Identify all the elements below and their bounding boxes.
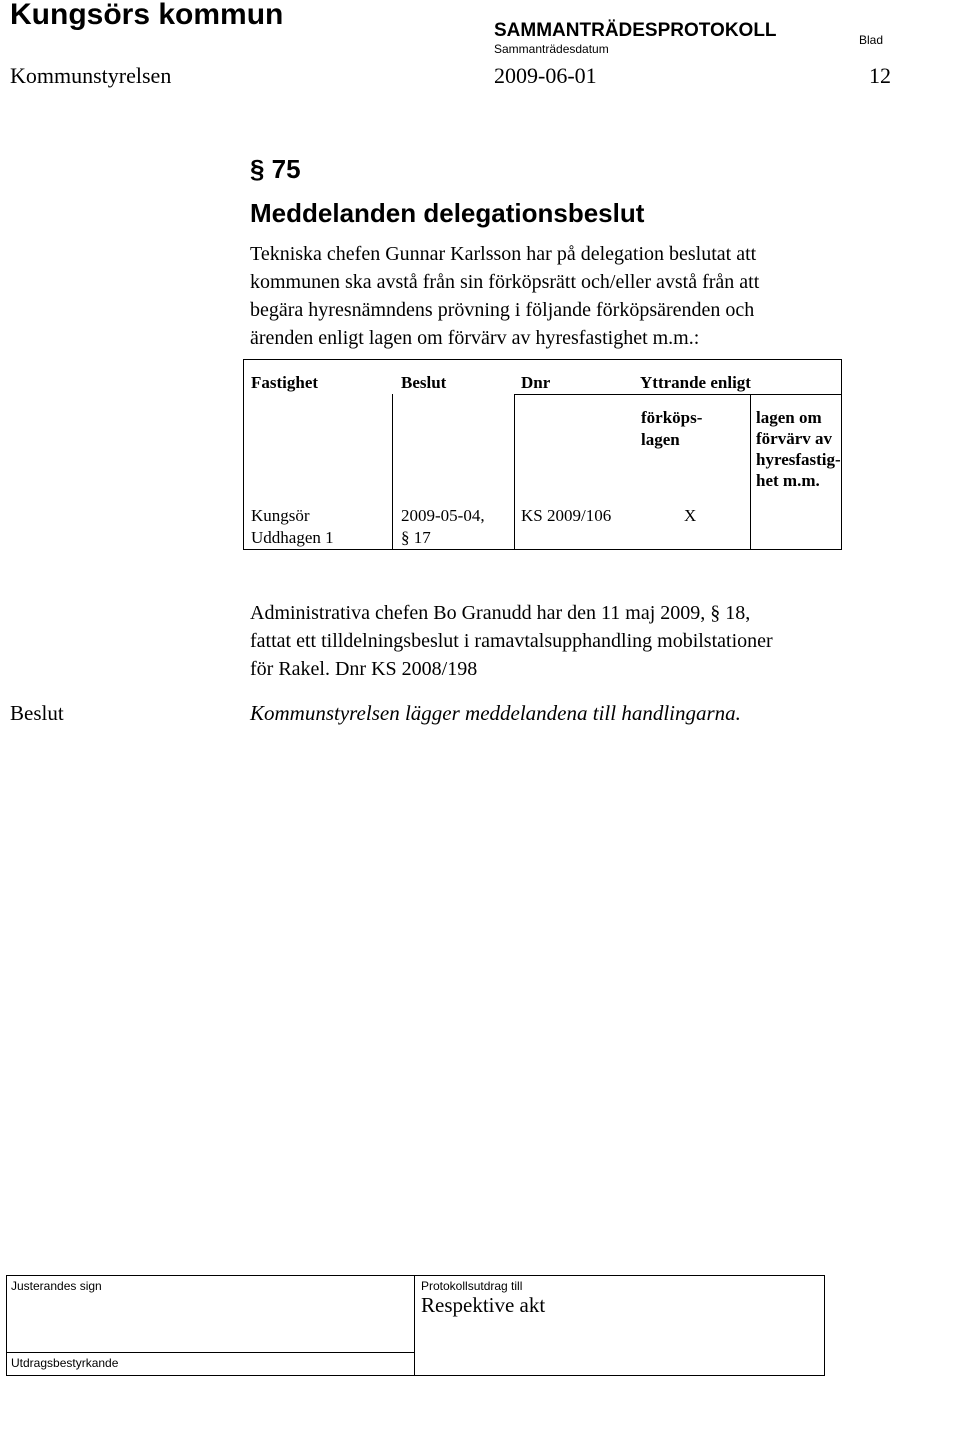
subheader-hyresfastighet: lagen om förvärv av hyresfastig- het m.m. (756, 408, 841, 490)
decision-label: Beslut (10, 701, 64, 725)
extract-label: Protokollsutdrag till (421, 1279, 523, 1293)
footer-divider (414, 1276, 415, 1375)
table-column-divider (392, 394, 393, 550)
table-cell-dnr: KS 2009/106 (521, 506, 612, 525)
admin-paragraph (250, 599, 773, 683)
subheader-forkopslagen: förköps- lagen (641, 408, 703, 449)
committee-name: Kommunstyrelsen (10, 63, 172, 88)
signer-label: Justerandes sign (11, 1279, 102, 1293)
delegation-table (243, 359, 842, 550)
admin-line: fattat ett tilldelningsbeslut i ramavtalsupphandling mobilstationer (250, 630, 773, 652)
table-header-fastighet: Fastighet (251, 373, 319, 392)
table-header-dnr: Dnr (521, 373, 551, 392)
page-number: 12 (869, 63, 891, 88)
footer-divider (7, 1352, 414, 1353)
table-cell-beslut: 2009-05-04, § 17 (401, 506, 485, 547)
table-cell-forkopslagen: X (684, 506, 697, 525)
admin-line: för Rakel. Dnr KS 2008/198 (250, 658, 478, 680)
intro-line: ärenden enligt lagen om förvärv av hyresfastighet m.m.: (250, 327, 700, 349)
intro-line: begära hyresnämndens prövning i följande förköpsärenden och (250, 299, 755, 321)
extract-value: Respektive akt (421, 1293, 546, 1317)
admin-line: Administrativa chefen Bo Granudd har den 11 maj 2009, § 18, (250, 602, 751, 624)
table-header-beslut: Beslut (401, 373, 447, 392)
table-column-divider (750, 394, 751, 550)
meeting-date-label: Sammanträdesdatum (494, 42, 609, 56)
table-column-divider (514, 394, 515, 550)
certifier-label: Utdragsbestyrkande (11, 1356, 119, 1370)
section-number: § 75 (250, 154, 301, 184)
page-label: Blad (859, 33, 884, 47)
decision-text: Kommunstyrelsen lägger meddelandena till handlingarna. (250, 701, 741, 725)
signature-footer (6, 1275, 825, 1376)
meeting-date: 2009-06-01 (494, 63, 597, 88)
table-header-yttrande: Yttrande enligt (640, 373, 751, 392)
section-title: Meddelanden delegationsbeslut (250, 198, 645, 228)
intro-paragraph (250, 240, 759, 352)
table-cell-fastighet: Kungsör Uddhagen 1 (251, 506, 334, 547)
intro-line: Tekniska chefen Gunnar Karlsson har på delegation beslutat att (250, 243, 757, 265)
table-row-divider (514, 394, 841, 395)
intro-line: kommunen ska avstå från sin förköpsrätt och/eller avstå från att (250, 271, 760, 293)
organization-name: Kungsörs kommun (10, 0, 284, 31)
protocol-title: SAMMANTRÄDESPROTOKOLL (494, 20, 777, 41)
